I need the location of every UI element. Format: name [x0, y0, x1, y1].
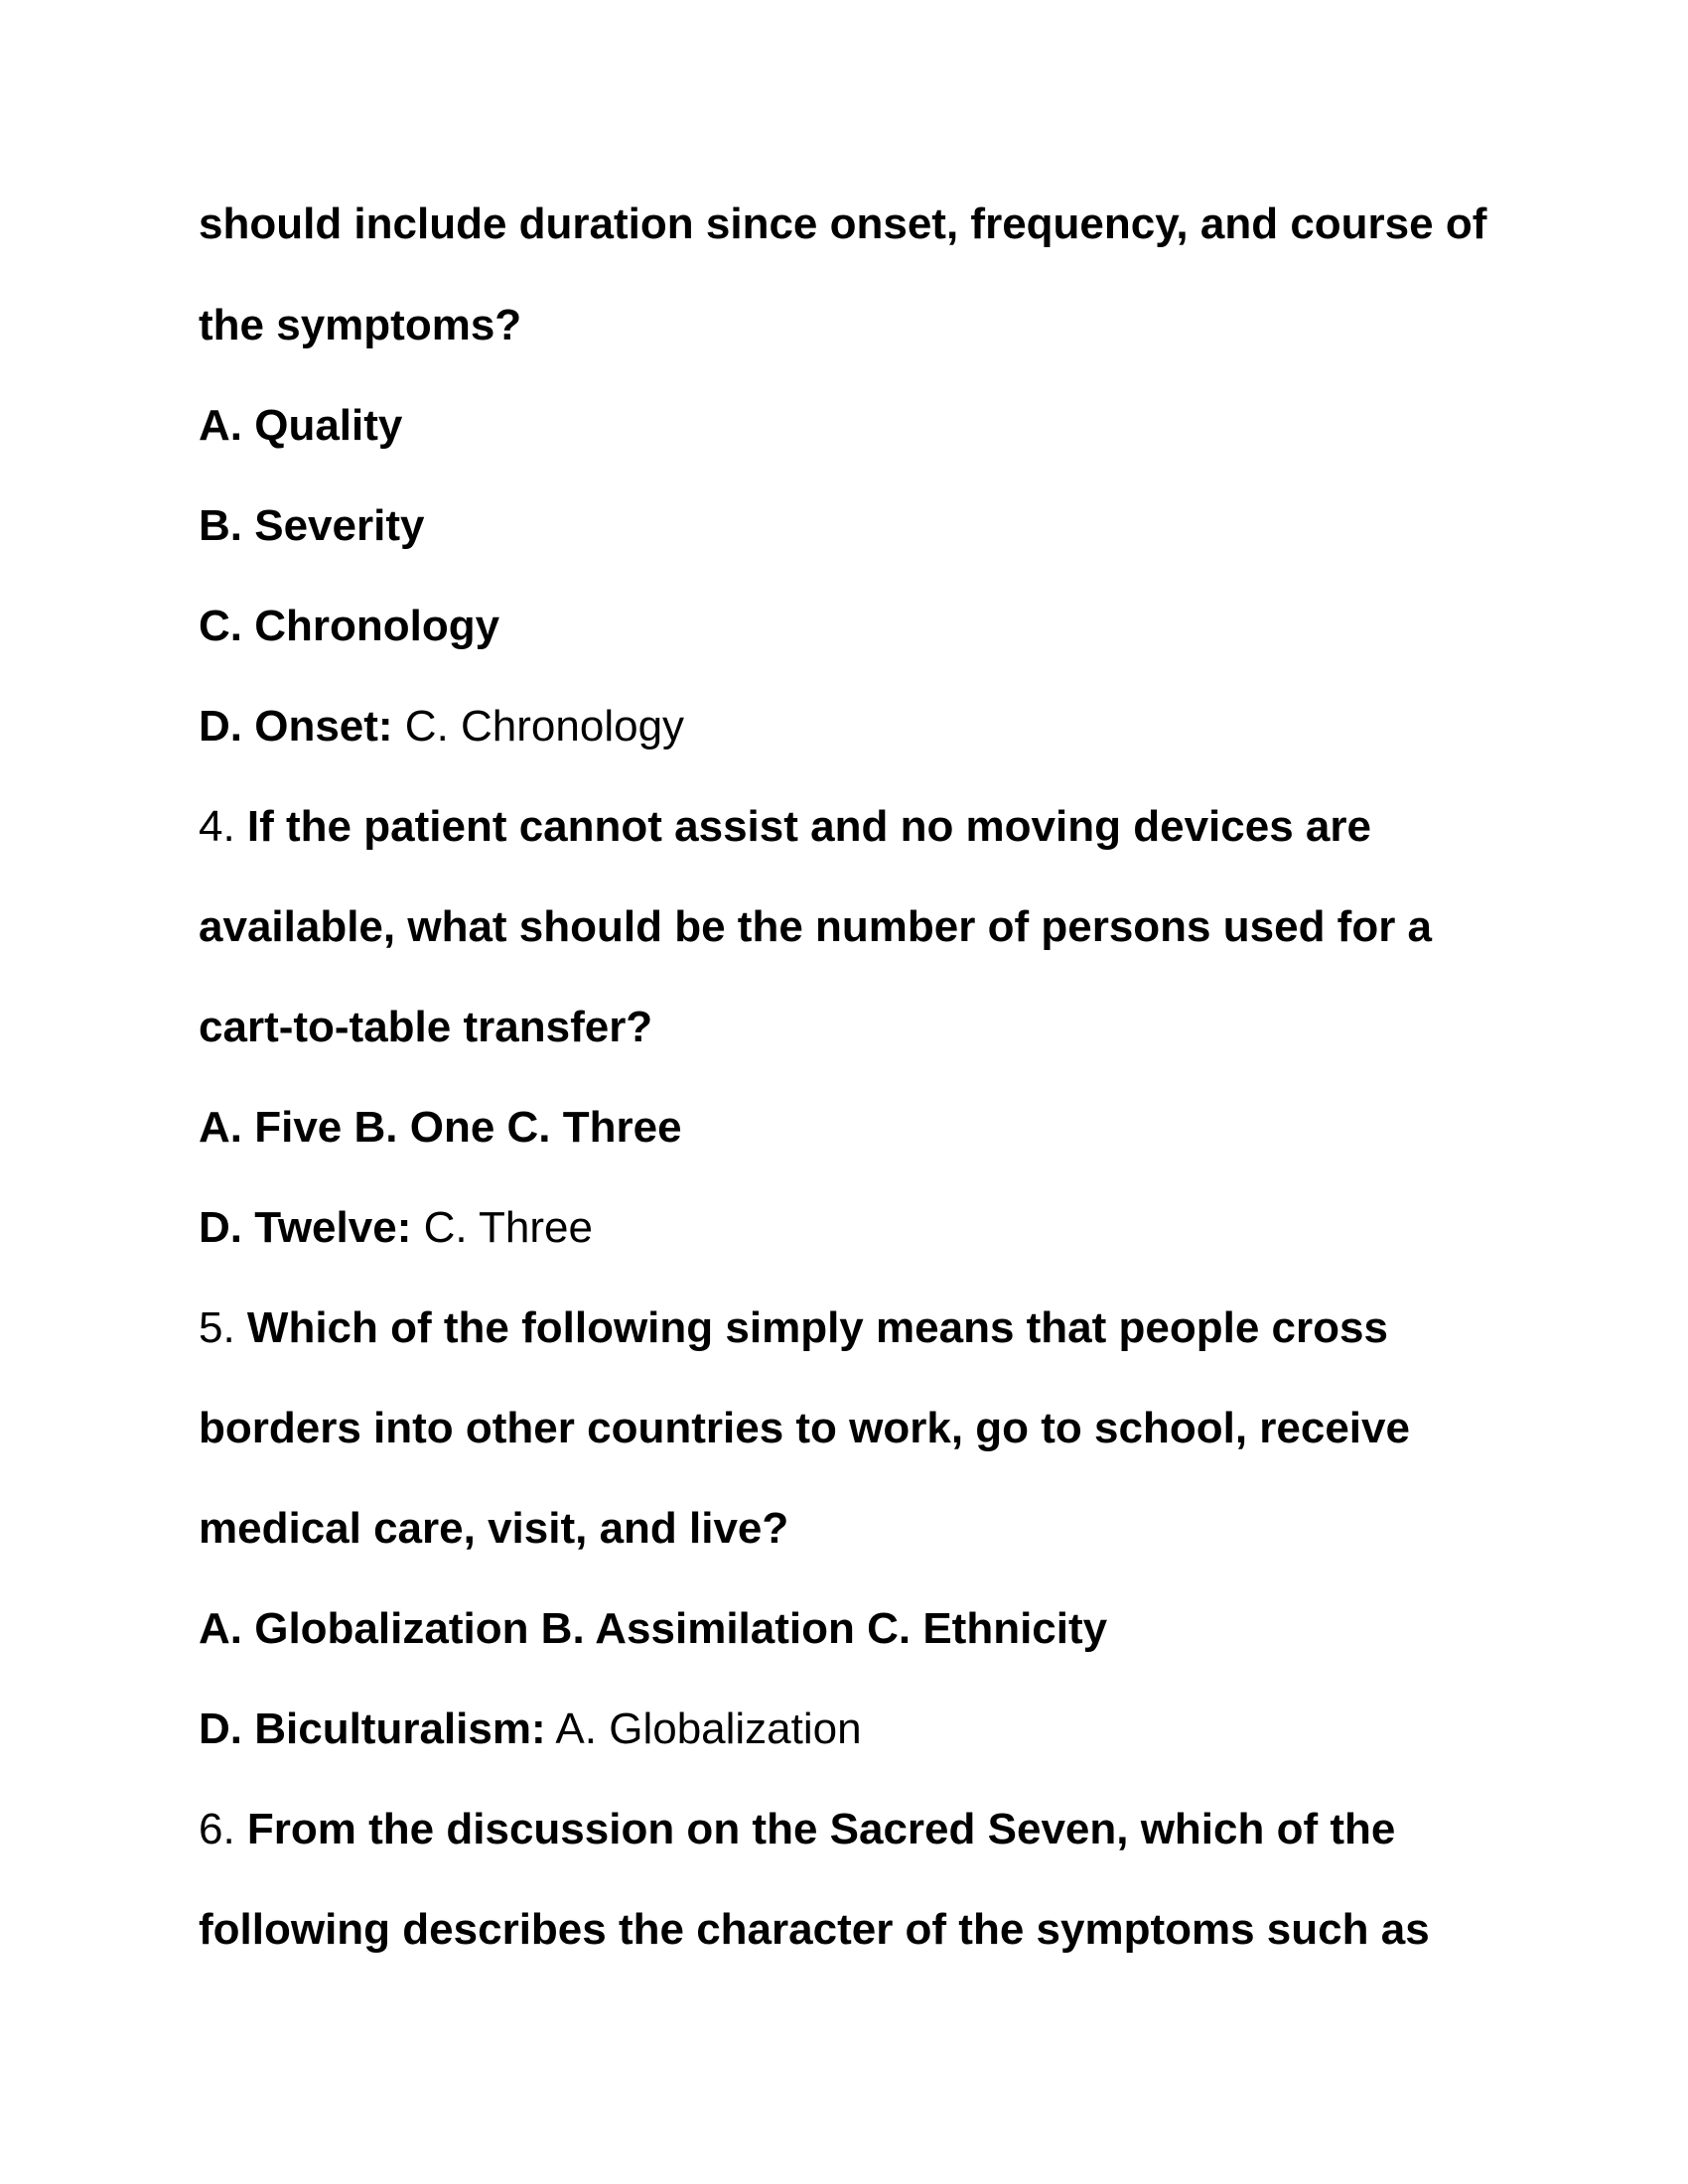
- question-number: 5.: [199, 1303, 247, 1352]
- option-d-label: D. Biculturalism:: [199, 1705, 546, 1753]
- question-5-text-line-1: 5. Which of the following simply means that people cross: [199, 1303, 1388, 1352]
- question-5-text-line-2: borders into other countries to work, go to school, receive: [199, 1404, 1410, 1452]
- question-4-option-d-answer: [199, 1202, 593, 1254]
- answer-text: A. Globalization: [545, 1705, 862, 1753]
- question-4-text-line-2: available, what should be the number of persons used for a: [199, 902, 1433, 951]
- question-5-options: A. Globalization B. Assimilation C. Ethnicity: [199, 1604, 1108, 1653]
- question-3-option-b: B. Severity: [199, 501, 425, 550]
- question-4-text-line-1: 4. If the patient cannot assist and no moving devices are: [199, 802, 1371, 851]
- question-6-text-line-2: following describes the character of the symptoms such as: [199, 1905, 1430, 1954]
- question-3-text-line-1: should include duration since onset, frequency, and course of: [199, 200, 1487, 248]
- question-4-options: A. Five B. One C. Three: [199, 1103, 682, 1152]
- question-number: 4.: [199, 802, 247, 851]
- answer-text: C. Chronology: [392, 702, 685, 751]
- question-4-text-line-3: cart-to-table transfer?: [199, 1003, 653, 1051]
- option-d-label: D. Onset:: [199, 702, 393, 751]
- question-5-text-line-3: medical care, visit, and live?: [199, 1504, 789, 1553]
- question-3-option-a: A. Quality: [199, 401, 403, 450]
- option-d-label: D. Twelve:: [199, 1203, 412, 1252]
- question-3-option-c: C. Chronology: [199, 602, 500, 650]
- question-5-option-d-answer: [199, 1704, 862, 1755]
- question-number: 6.: [199, 1805, 247, 1853]
- question-6-text-line-1: 6. From the discussion on the Sacred Seven, which of the: [199, 1805, 1396, 1853]
- question-3-option-d-answer: [199, 701, 684, 752]
- answer-text: C. Three: [411, 1203, 593, 1252]
- question-3-text-line-2: the symptoms?: [199, 301, 522, 349]
